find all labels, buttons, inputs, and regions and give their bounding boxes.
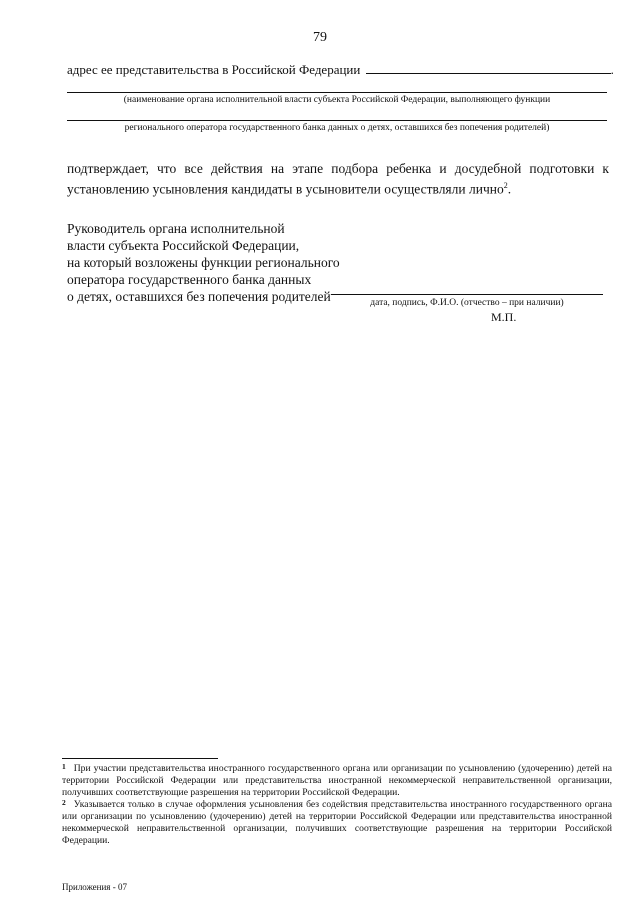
stamp-place: М.П. <box>491 310 517 324</box>
organ-caption-2: регионального оператора государственного банка данных о детях, оставшихся без попечения родителей) <box>124 123 550 133</box>
organ-name-line-2 <box>67 120 607 121</box>
address-line <box>67 62 614 78</box>
confirmation-paragraph <box>67 160 609 198</box>
footnote-ref-2: 2 <box>503 181 508 190</box>
footnote-mark: 1 <box>62 762 66 771</box>
footnote-1 <box>62 763 612 799</box>
address-end-mark: . <box>610 62 614 77</box>
appendix-label: Приложения - 07 <box>62 882 127 892</box>
signatory-title <box>67 220 340 305</box>
organ-name-line-1 <box>67 92 607 93</box>
signatory-line: о детях, оставшихся без попечения родителей <box>67 289 331 304</box>
footnote-separator <box>62 758 218 759</box>
footnote-text: Указывается только в случае оформления усыновления без содействия представительства иностранного государственного органа или организации по усыновлению (удочерению) детей на территории Российской Федерации или представительства иностранной некоммерческой неправительственной организации, получивших соответствующие разрешения на территории Российской Федерации. <box>62 799 612 846</box>
footnote-2 <box>62 799 612 847</box>
signature-caption: дата, подпись, Ф.И.О. (отчество – при наличии) <box>370 298 564 308</box>
confirmation-end: . <box>507 181 512 197</box>
page-number: 79 <box>313 30 327 45</box>
footnote-text: При участии представительства иностранного государственного органа или организации по усыновлению (удочерению) детей на территории Российской Федерации или представительства иностранной некоммерческой неправительственной организации, получивших соответствующие разрешения на территории Российской Федерации. <box>62 763 612 798</box>
signature-line <box>331 294 603 295</box>
organ-caption-1: (наименование органа исполнительной власти субъекта Российской Федерации, выполняющего функции <box>123 95 551 105</box>
signatory-line: оператора государственного банка данных <box>67 272 312 287</box>
address-fill-line <box>366 63 611 74</box>
confirmation-text: подтверждает, что все действия на этапе подбора ребенка и досудебной подготовки к установлению усыновления кандидаты в усыновители осуществляли лично <box>67 161 609 197</box>
address-label: адрес ее представительства в Российской Федерации <box>67 62 361 77</box>
signatory-line: Руководитель органа исполнительной <box>67 221 285 236</box>
signatory-line: власти субъекта Российской Федерации, <box>67 238 300 253</box>
signatory-line: на который возложены функции регионального <box>67 255 340 270</box>
footnote-mark: 2 <box>62 798 66 807</box>
